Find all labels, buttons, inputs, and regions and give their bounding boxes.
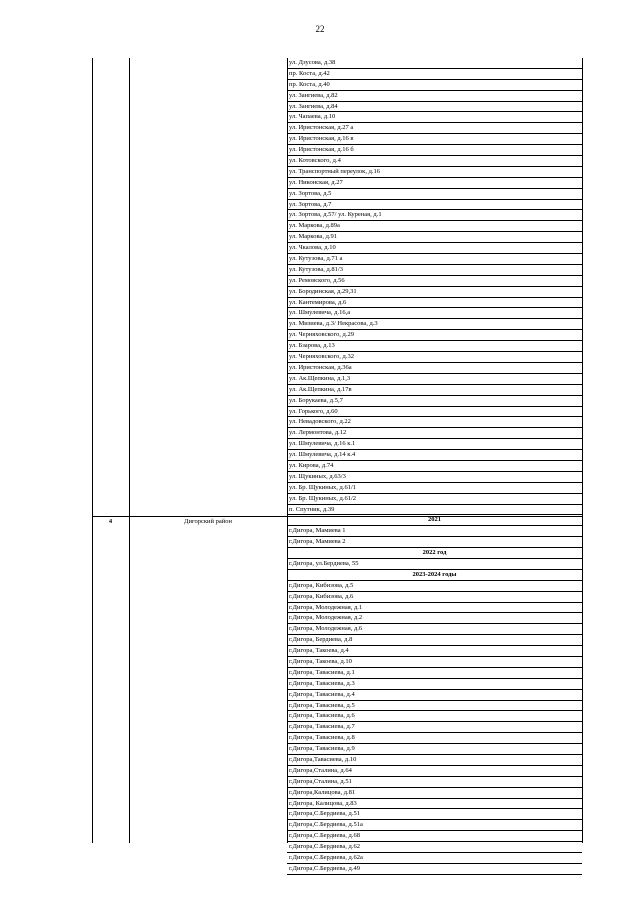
address-row: ул. Шмулевича, д.16,а [287, 308, 582, 319]
address-row: г.Дигора,С.Бердиева, д.62а [287, 853, 582, 864]
table-border-right [582, 58, 583, 843]
address-row: г.Дигора,Калицова, д.81 [287, 788, 582, 799]
address-row: г.Дигора,С.Бердиева, д.68 [287, 831, 582, 842]
address-row: ул. Лермонтова, д.12 [287, 428, 582, 439]
address-row: ул. Котовского, д.4 [287, 156, 582, 167]
address-row: г.Дигора, Тавасиева, д.4 [287, 690, 582, 701]
address-row: ул. Шмулевича, д.16 к.1 [287, 439, 582, 450]
address-row: г.Дигора, Тавасиева, д.5 [287, 701, 582, 712]
address-row: г.Дигора,С.Бердиева, д.51 [287, 809, 582, 820]
address-row: ул. Никонская, д.27 [287, 178, 582, 189]
address-table [92, 58, 582, 872]
address-row: ул. Щукиных, д.63/3 [287, 472, 582, 483]
page-number: 22 [315, 24, 325, 34]
address-row: ул. Борукаева, д.5,7 [287, 396, 582, 407]
section-number: 4 [108, 517, 113, 525]
address-row: пр. Коста, д.42 [287, 69, 582, 80]
address-row: ул. Кутузова, д.71 а [287, 254, 582, 265]
address-row: ул. Бр. Щукиных, д.61/1 [287, 483, 582, 494]
address-row: ул. Зортова, д.7 [287, 200, 582, 211]
address-row: г.Дигора,С.Бердиева, д.62 [287, 842, 582, 853]
address-row: г.Дигора, ул.Бердиева, 55 [287, 559, 582, 570]
address-row: ул. Бзарова, д.13 [287, 341, 582, 352]
address-row: г.Дигора, Мамиева 1 [287, 526, 582, 537]
address-row: ул. Зангиева, д.84 [287, 102, 582, 113]
address-row: ул. Иристонская, д.16 б [287, 145, 582, 156]
address-row: г.Дигора, Молодежная, д.2 [287, 613, 582, 624]
address-row: г.Дигора, Тавасиева, д.6 [287, 711, 582, 722]
address-row: г.Дигора, Тавасиева, д.8 [287, 733, 582, 744]
address-row: ул. Шмулевича, д.14 к.4 [287, 450, 582, 461]
address-row: ул. Кутузова, д.81/3 [287, 265, 582, 276]
address-row: ул. Бр. Щукиных, д.61/2 [287, 494, 582, 505]
address-row: г.Дигора, Бердиева, д.8 [287, 635, 582, 646]
address-row: ул. Кантемирова, д.6 [287, 298, 582, 309]
column-divider-number [129, 58, 130, 843]
address-row: ул. Мизиева, д.3/ Некрасова, д.3 [287, 319, 582, 330]
address-row: ул. Иристонская, д.16 в [287, 134, 582, 145]
address-row: г.Дигора, Такоева, д.10 [287, 657, 582, 668]
address-list [287, 58, 582, 875]
address-row: ул. Бородинская, д.29,31 [287, 287, 582, 298]
address-row: ул. Зортова, д.57/ ул. Куреная, д.1 [287, 210, 582, 221]
address-row: п. Спутник, д.39 [287, 505, 582, 516]
address-row: г.Дигора,Тавасиева, д.10 [287, 755, 582, 766]
address-row: ул. Невадовского, д.22 [287, 417, 582, 428]
address-row: г.Дигора,С.Бердиева, д.49 [287, 864, 582, 875]
address-row: ул. Черняховского, д.29 [287, 330, 582, 341]
address-row: ул. Зангиева, д.82 [287, 91, 582, 102]
address-row: ул. Ак.Щепкина, д.17в [287, 385, 582, 396]
address-row: г.Дигора,С.Бердиева, д.51а [287, 820, 582, 831]
district-name: Дигорский район [184, 517, 232, 525]
address-row: г.Дигора, Тавасиева, д.1 [287, 668, 582, 679]
address-row: г.Дигора, Такоева, д.4 [287, 646, 582, 657]
address-row: ул. Ак.Щепкина, д.1,3 [287, 374, 582, 385]
address-row: ул. Ремовского, д.56 [287, 276, 582, 287]
address-row: ул. Транспортный переулок, д.16 [287, 167, 582, 178]
address-row: г.Дигора, Тавасиева, д.9 [287, 744, 582, 755]
address-row: ул. Зортова, д.5 [287, 189, 582, 200]
address-row: г.Дигора, Тавасиева, д.7 [287, 722, 582, 733]
address-row: ул. Черняховского, д.32 [287, 352, 582, 363]
address-row: г.Дигора, Кибизова, д.6 [287, 592, 582, 603]
address-row: г.Дигора, Тавасиева, д.3 [287, 679, 582, 690]
address-row: ул. Иристонская, д.27 а [287, 123, 582, 134]
address-row: ул. Кирова, д.74 [287, 461, 582, 472]
address-row: г.Дигора,Сталина, д.51 [287, 777, 582, 788]
table-border-left [92, 58, 93, 843]
year-heading: 2021 [287, 515, 582, 526]
address-row: ул. Чапаева, д.10 [287, 112, 582, 123]
address-row: ул. Маркова, д.89а [287, 221, 582, 232]
address-row: ул. Горького, д.60 [287, 407, 582, 418]
address-row: г.Дигора,Сталина, д.64 [287, 766, 582, 777]
address-row: ул. Чкалова, д.10 [287, 243, 582, 254]
address-row: ул. Дзусова, д.38 [287, 58, 582, 69]
address-row: г.Дигора, Калицова, д.83 [287, 799, 582, 810]
year-heading: 2022 год [287, 548, 582, 559]
address-row: г.Дигора, Молодежная, д.6 [287, 624, 582, 635]
address-row: г.Дигора, Мамиева 2 [287, 537, 582, 548]
address-row: г.Дигора, Молодежная, д.1 [287, 603, 582, 614]
address-row: ул. Маркова, д.91 [287, 232, 582, 243]
address-row: пр. Коста, д.40 [287, 80, 582, 91]
address-row: г.Дигора, Кибизова, д.5 [287, 581, 582, 592]
year-heading: 2023-2024 годы [287, 570, 582, 581]
address-row: ул. Иристонская, д.36а [287, 363, 582, 374]
